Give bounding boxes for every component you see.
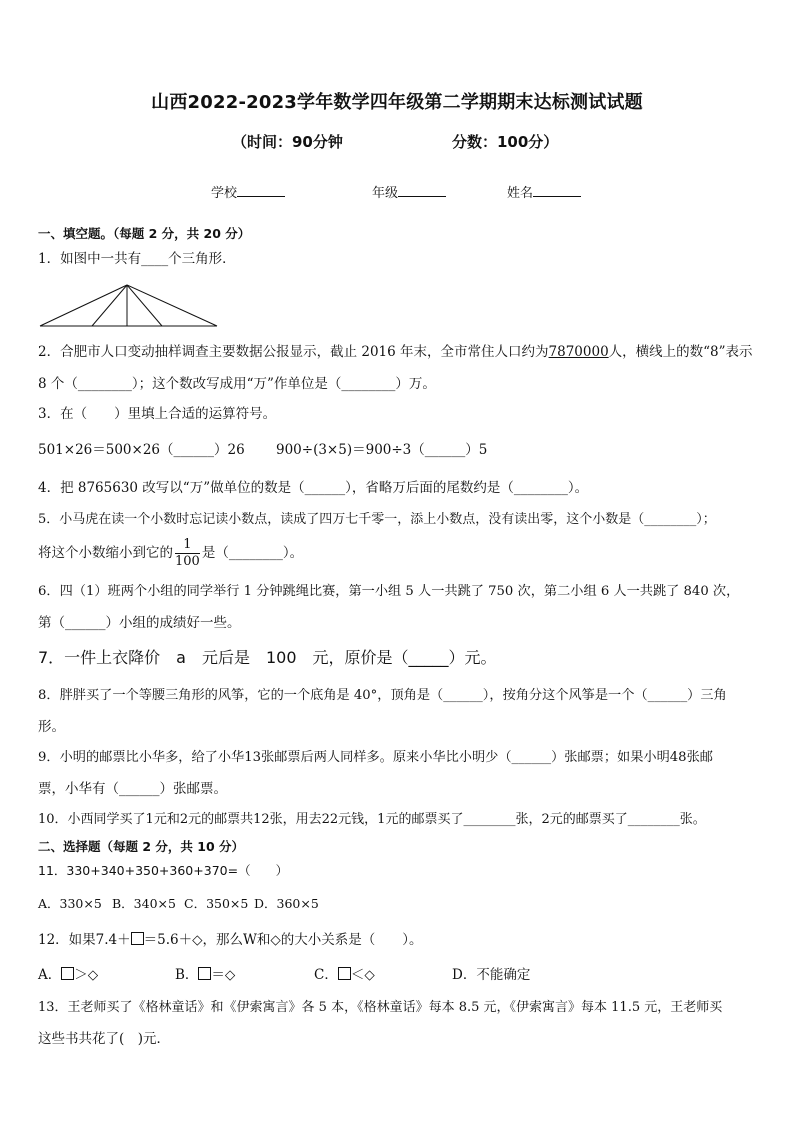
question-12-option-d: D．不能确定 <box>452 967 531 983</box>
triangle-figure <box>38 282 220 330</box>
question-1: 1．如图中一共有____个三角形． <box>38 251 236 267</box>
question-2-line-1 <box>38 343 753 361</box>
option-a-letter: A． <box>38 967 62 983</box>
question-2-text: 2．合肥市人口变动抽样调查主要数据公报显示，截止 2016 年末，全市常住人口约为 <box>38 344 549 360</box>
square-symbol <box>338 967 351 980</box>
question-6-line-2: 第（______）小组的成绩好一些。 <box>38 615 241 631</box>
square-symbol <box>198 967 211 980</box>
option-b-letter: B． <box>175 967 199 983</box>
question-3: 3．在（ ）里填上合适的运算符号。 <box>38 406 277 422</box>
name-label: 姓名 <box>507 186 534 201</box>
triangle-right-side <box>127 285 217 326</box>
question-12-option-c <box>314 966 375 984</box>
question-5-line-1: 5．小马虎在读一个小数时忘记读小数点，读成了四万七千零一，添上小数点，没有读出零，这个小数是（________）； <box>38 512 716 527</box>
question-9-line-1: 9．小明的邮票比小华多，给了小华13张邮票后两人同样多。原来小华比小明少（______）张邮票；如果小明48张邮 <box>38 750 713 765</box>
triangle-inner-line-1 <box>92 285 127 326</box>
name-field <box>507 182 581 201</box>
triangle-left-side <box>40 285 127 326</box>
section-fill-blanks: 一、填空题。（每题 2 分，共 20 分） <box>38 226 251 241</box>
question-8-line-2: 形。 <box>38 719 65 735</box>
question-12-text-end: ＝5.6＋◇，那么W和◇的大小关系是（ ）。 <box>143 932 423 948</box>
question-11-option-c: C．350×5 <box>184 896 249 911</box>
square-symbol <box>131 932 144 945</box>
question-12-option-b <box>175 966 235 984</box>
name-blank <box>533 182 581 197</box>
fraction-one-hundredth <box>175 537 200 570</box>
question-12 <box>38 931 423 949</box>
square-symbol <box>61 967 74 980</box>
question-2-number: 7870000 <box>548 344 609 360</box>
question-11-option-a: A．330×5 <box>38 896 102 911</box>
question-3-expr-1: 501×26＝500×26（______）26 <box>38 442 245 458</box>
option-a-relation: ＞◇ <box>74 967 99 983</box>
question-5-line-2 <box>38 537 303 570</box>
question-5-text: 将这个小数缩小到它的 <box>38 545 173 561</box>
question-2-text-end: 人，横线上的数“8”表示 <box>608 344 753 360</box>
question-11: 11．330+340+350+360+370=（ ） <box>38 863 289 878</box>
question-10: 10．小西同学买了1元和2元的邮票共12张，用去22元钱，1元的邮票买了________张，2元的邮票买了________张。 <box>38 812 706 827</box>
school-label: 学校 <box>211 186 238 201</box>
fraction-denominator: 100 <box>175 554 200 569</box>
school-blank <box>237 182 285 197</box>
triangle-inner-line-3 <box>127 285 162 326</box>
question-12-option-a <box>38 966 98 984</box>
question-13-line-2: 这些书共花了( )元． <box>38 1031 171 1047</box>
question-4: 4．把 8765630 改写以“万”做单位的数是（______），省略万后面的尾数约是（________）。 <box>38 480 589 496</box>
question-3-expr-2: 900÷(3×5)＝900÷3（______）5 <box>276 442 488 458</box>
section-multiple-choice: 二、选择题（每题 2 分，共 10 分） <box>38 839 245 854</box>
question-2-line-2: 8 个（________）；这个数改写成用“万”作单位是（________）万。 <box>38 376 436 392</box>
question-6-line-1: 6．四（1）班两个小组的同学举行 1 分钟跳绳比赛，第一小组 5 人一共跳了 750 次，第二小组 6 人一共跳了 840 次， <box>38 584 740 599</box>
option-c-relation: ＜◇ <box>350 967 375 983</box>
question-11-option-d: D．360×5 <box>254 896 319 911</box>
time-label: （时间：90分钟 <box>232 133 343 151</box>
question-5-text-end: 是（________）。 <box>201 545 304 561</box>
option-b-relation: ＝◇ <box>211 967 236 983</box>
score-label: 分数：100分） <box>452 133 559 151</box>
question-9-line-2: 票，小华有（______）张邮票。 <box>38 781 227 797</box>
page-title: 山西2022-2023学年数学四年级第二学期期末达标测试试题 <box>151 92 643 113</box>
grade-label: 年级 <box>372 186 399 201</box>
grade-blank <box>398 182 446 197</box>
question-12-text: 12．如果7.4＋ <box>38 932 131 948</box>
question-11-option-b: B．340×5 <box>112 896 176 911</box>
question-13-line-1: 13．王老师买了《格林童话》和《伊索寓言》各 5 本，《格林童话》每本 8.5 元，《伊索寓言》每本 11.5 元，王老师买 <box>38 1000 723 1015</box>
question-8-line-1: 8．胖胖买了一个等腰三角形的风筝，它的一个底角是 40°，顶角是（______），按角分这个风筝是一个（______）三角 <box>38 688 727 703</box>
fraction-numerator: 1 <box>175 537 200 554</box>
question-7: 7．一件上衣降价 a 元后是 100 元，原价是（_____）元。 <box>38 648 497 667</box>
school-field <box>211 182 285 201</box>
option-c-letter: C． <box>314 967 338 983</box>
grade-field <box>372 182 446 201</box>
